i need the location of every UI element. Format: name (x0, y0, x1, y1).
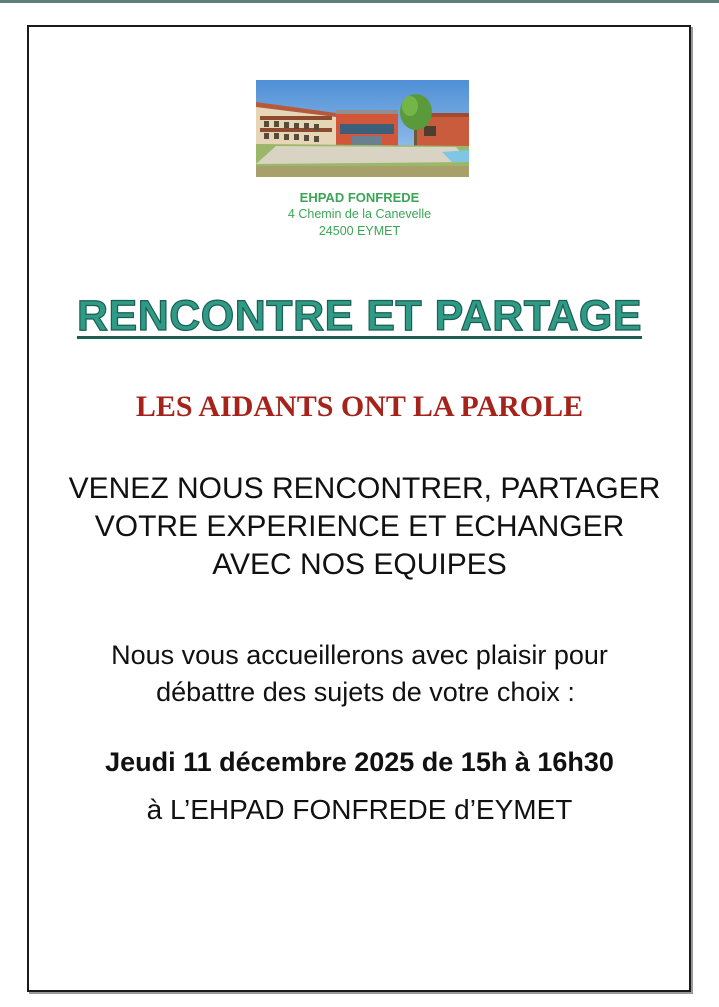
building-photo (256, 80, 469, 177)
welcome-line-2: débattre des sujets de votre choix : (156, 677, 575, 707)
invitation-line-2: VOTRE EXPERIENCE ET ECHANGER (94, 510, 625, 543)
invitation-line-1: VENEZ NOUS RENCONTRER, PARTAGER (68, 472, 661, 505)
subtitle: LES AIDANTS ONT LA PAROLE (135, 390, 584, 423)
event-location: à L’EHPAD FONFREDE d’EYMET (146, 794, 573, 825)
invitation-line-3: AVEC NOS EQUIPES (212, 548, 507, 581)
org-name: EHPAD FONFREDE (299, 190, 420, 205)
address-city: 24500 EYMET (318, 224, 401, 238)
event-date: Jeudi 11 décembre 2025 de 15h à 16h30 (105, 747, 614, 777)
main-title: RENCONTRE ET PARTAGE (76, 292, 643, 340)
address-street: 4 Chemin de la Canevelle (287, 207, 432, 221)
top-strip (0, 0, 719, 3)
welcome-line-1: Nous vous accueillerons avec plaisir pour (111, 640, 608, 670)
